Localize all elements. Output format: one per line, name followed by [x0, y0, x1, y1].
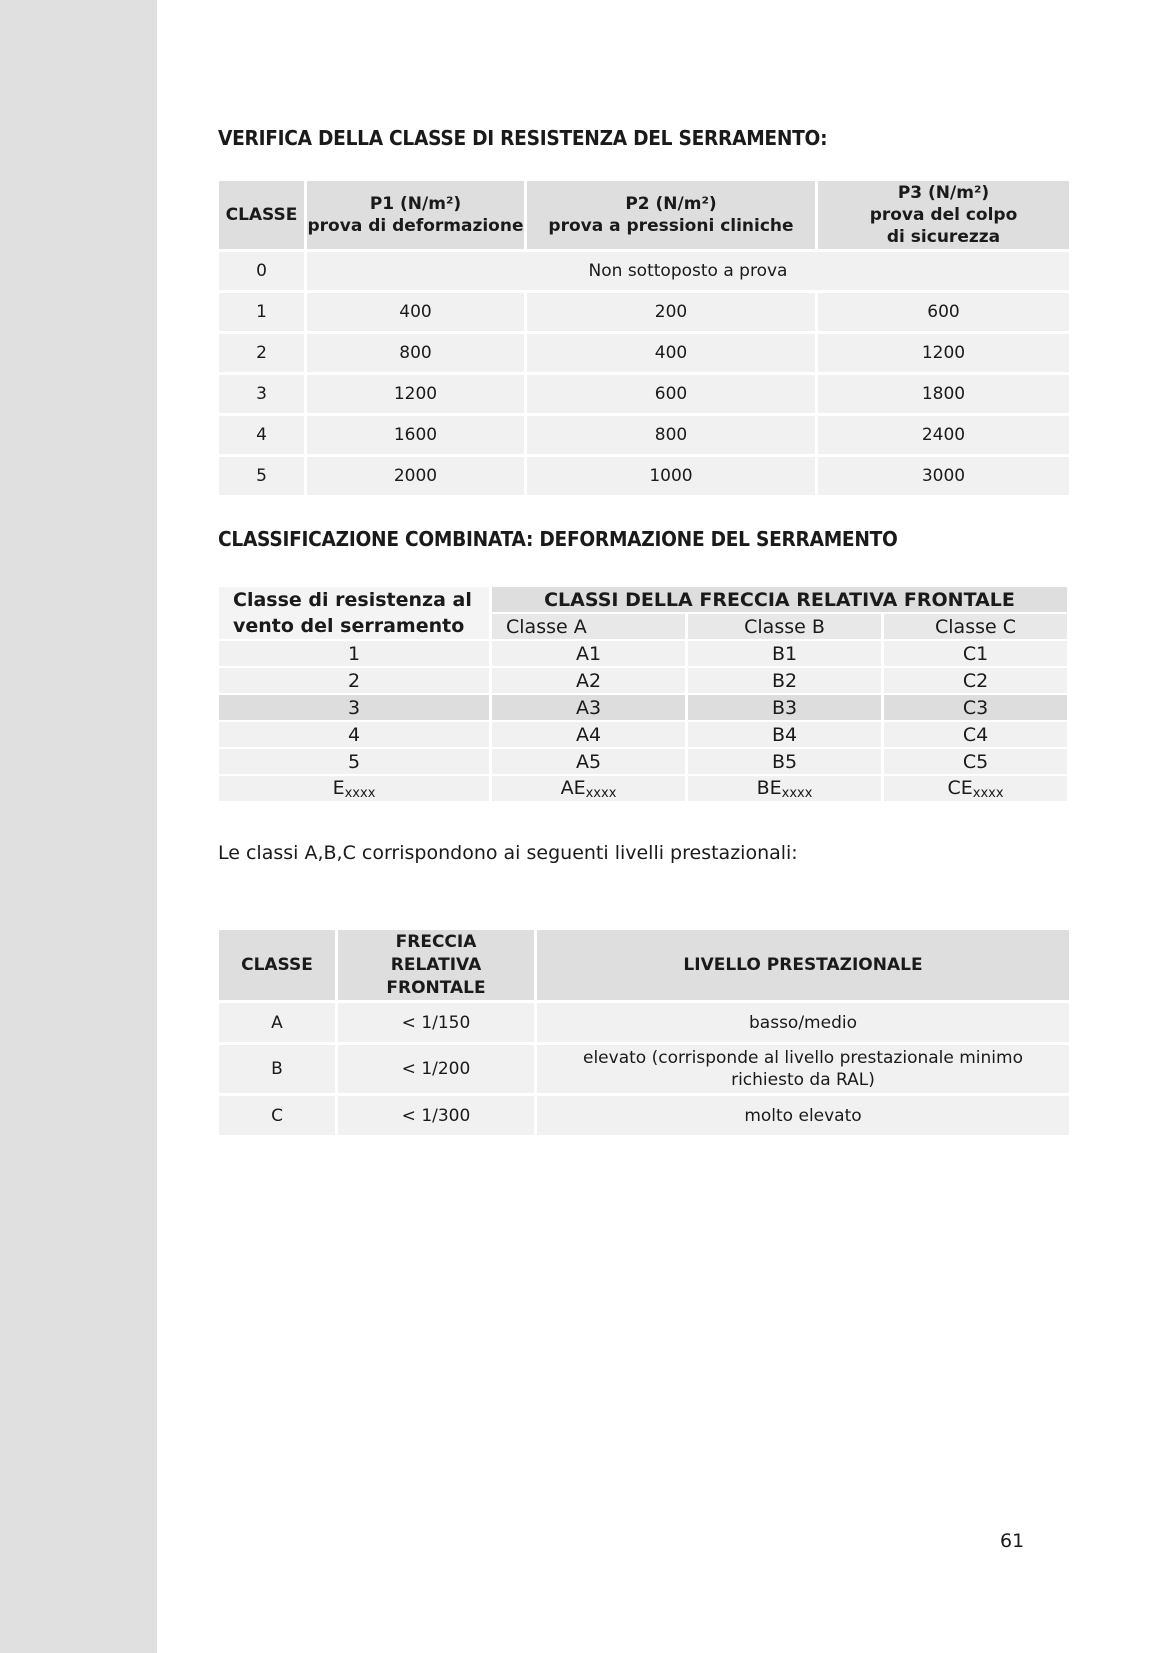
cell: 4 — [219, 416, 304, 454]
page-number: 61 — [1000, 1530, 1025, 1552]
table-row — [219, 641, 1067, 666]
performance-level-table — [216, 927, 1072, 1138]
cell: elevato (corrisponde al livello prestazionale minimo richiesto da RAL) — [537, 1045, 1069, 1093]
table-row — [219, 457, 1069, 495]
table-row — [219, 722, 1067, 747]
cell: B1 — [688, 641, 881, 666]
cell: A — [219, 1003, 335, 1042]
cell: A1 — [492, 641, 685, 666]
cell: molto elevato — [537, 1096, 1069, 1135]
cell: 3 — [219, 695, 489, 720]
table-row — [219, 1096, 1069, 1135]
header-wind-class: Classe di resistenza al vento del serramento — [219, 587, 489, 639]
table-header-row — [219, 587, 1067, 612]
cell: 3 — [219, 375, 304, 413]
cell: 2400 — [818, 416, 1069, 454]
cell: 400 — [527, 334, 815, 372]
table-header-row — [219, 181, 1069, 249]
header-group-freccia: CLASSI DELLA FRECCIA RELATIVA FRONTALE — [492, 587, 1067, 612]
cell: C5 — [884, 749, 1067, 774]
page-margin-band — [0, 0, 157, 1653]
cell: 2 — [219, 668, 489, 693]
body-paragraph: Le classi A,B,C corrispondono ai seguenti livelli prestazionali: — [218, 842, 798, 864]
cell: A2 — [492, 668, 685, 693]
cell: C3 — [884, 695, 1067, 720]
table-row — [219, 695, 1067, 720]
cell: C — [219, 1096, 335, 1135]
table-row — [219, 1003, 1069, 1042]
table-row — [219, 293, 1069, 331]
cell: 800 — [307, 334, 524, 372]
cell: C4 — [884, 722, 1067, 747]
cell: $AE_{xxxx}$ — [492, 776, 685, 801]
cell: 1600 — [307, 416, 524, 454]
cell: C1 — [884, 641, 1067, 666]
cell: 400 — [307, 293, 524, 331]
header-p3: P3 (N/m²) prova del colpo di sicurezza — [818, 181, 1069, 249]
cell: 1 — [219, 293, 304, 331]
section-heading-combined: CLASSIFICAZIONE COMBINATA: DEFORMAZIONE DEL SERRAMENTO — [218, 527, 898, 551]
header-livello: LIVELLO PRESTAZIONALE — [537, 930, 1069, 1000]
cell: B3 — [688, 695, 881, 720]
subheader-classe-a: Classe A — [492, 614, 685, 639]
header-classe: CLASSE — [219, 930, 335, 1000]
cell: 600 — [527, 375, 815, 413]
cell: 1200 — [818, 334, 1069, 372]
header-freccia: FRECCIA RELATIVA FRONTALE — [338, 930, 534, 1000]
cell: 5 — [219, 457, 304, 495]
cell: 800 — [527, 416, 815, 454]
combined-classification-table — [216, 585, 1070, 803]
table-header-row — [219, 930, 1069, 1000]
cell: 1 — [219, 641, 489, 666]
cell: 200 — [527, 293, 815, 331]
table-row — [219, 334, 1069, 372]
subheader-classe-b: Classe B — [688, 614, 881, 639]
cell: < 1/300 — [338, 1096, 534, 1135]
cell: 1200 — [307, 375, 524, 413]
table-row — [219, 776, 1067, 801]
header-p1: P1 (N/m²) prova di deformazione — [307, 181, 524, 249]
cell: $BE_{xxxx}$ — [688, 776, 881, 801]
table-row — [219, 252, 1069, 290]
table-row — [219, 749, 1067, 774]
cell: 2000 — [307, 457, 524, 495]
cell: 1000 — [527, 457, 815, 495]
header-p2: P2 (N/m²) prova a pressioni cliniche — [527, 181, 815, 249]
cell: 3000 — [818, 457, 1069, 495]
cell: < 1/150 — [338, 1003, 534, 1042]
cell: B5 — [688, 749, 881, 774]
cell-not-tested: Non sottoposto a prova — [307, 252, 1069, 290]
cell: $E_{xxxx}$ — [219, 776, 489, 801]
cell: basso/medio — [537, 1003, 1069, 1042]
table-row — [219, 668, 1067, 693]
cell: 1800 — [818, 375, 1069, 413]
header-classe: CLASSE — [219, 181, 304, 249]
cell: C2 — [884, 668, 1067, 693]
table-row — [219, 1045, 1069, 1093]
cell: 600 — [818, 293, 1069, 331]
resistance-class-table — [216, 178, 1072, 498]
cell: < 1/200 — [338, 1045, 534, 1093]
cell: B — [219, 1045, 335, 1093]
cell-classe: 0 — [219, 252, 304, 290]
cell: 2 — [219, 334, 304, 372]
cell: 5 — [219, 749, 489, 774]
cell: $CE_{xxxx}$ — [884, 776, 1067, 801]
cell: A3 — [492, 695, 685, 720]
cell: B4 — [688, 722, 881, 747]
cell: A5 — [492, 749, 685, 774]
table-row — [219, 375, 1069, 413]
cell: A4 — [492, 722, 685, 747]
subheader-classe-c: Classe C — [884, 614, 1067, 639]
table-row — [219, 416, 1069, 454]
cell: B2 — [688, 668, 881, 693]
cell: 4 — [219, 722, 489, 747]
section-heading-resistance: VERIFICA DELLA CLASSE DI RESISTENZA DEL SERRAMENTO: — [218, 126, 828, 150]
